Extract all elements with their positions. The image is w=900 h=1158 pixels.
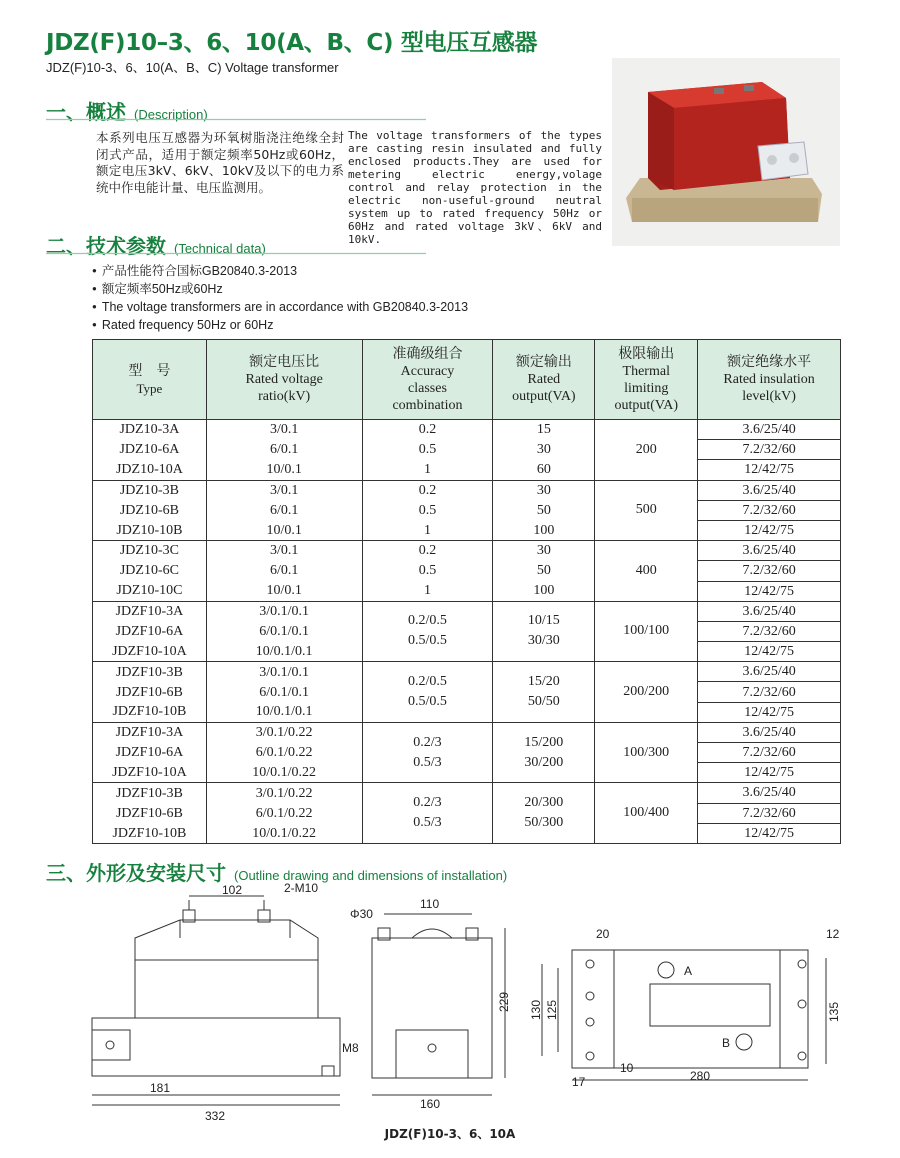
table-row: JDZ10-6B 6/0.1 0.5 50 7.2/32/60 (93, 500, 841, 520)
section-description-heading: 一、概述 (Description) (46, 100, 208, 124)
section-technical-heading: 二、技术参数 (Technical data) (46, 234, 266, 258)
col-header-insulation: 额定绝缘水平 Rated insulation level(kV) (698, 340, 841, 420)
transformer-image (612, 58, 840, 246)
section-underline (46, 252, 426, 255)
bullet-item: ● 产品性能符合国标GB20840.3-2013 (92, 262, 468, 280)
col-header-accuracy: 准确级组合 Accuracy classes combination (362, 340, 493, 420)
side-view (372, 914, 505, 1095)
table-row: JDZF10-6B 6/0.1/0.22 7.2/32/60 (93, 803, 841, 823)
table-row: JDZF10-6B 6/0.1/0.1 7.2/32/60 (93, 682, 841, 702)
table-row: JDZ10-6A 6/0.1 0.5 30 7.2/32/60 (93, 440, 841, 460)
table-row: JDZ10-3A 3/0.1 0.2 15 200 3.6/25/40 (93, 420, 841, 440)
page-title: JDZ(F)10–3、6、10(A、B、C) 型电压互感器 (46, 30, 538, 56)
section-outline-heading: 三、外形及安装尺寸 (Outline drawing and dimensions of installation) (46, 861, 508, 885)
dim-12: 12 (826, 927, 840, 941)
table-row: JDZF10-6A 6/0.1/0.1 7.2/32/60 (93, 621, 841, 641)
dim-130: 130 (529, 999, 543, 1020)
table-row: JDZ10-10A 10/0.1 1 60 12/42/75 (93, 460, 841, 480)
dim-181: 181 (150, 1081, 171, 1095)
dim-160: 160 (420, 1097, 441, 1111)
terminal-a-label: A (684, 964, 693, 978)
table-row: JDZ10-3C 3/0.1 0.2 30 400 3.6/25/40 (93, 541, 841, 561)
dim-20: 20 (596, 927, 610, 941)
dim-229: 229 (497, 991, 511, 1012)
table-row: JDZ10-6C 6/0.1 0.5 50 7.2/32/60 (93, 561, 841, 581)
dim-10: 10 (620, 1061, 634, 1075)
bullet-item: ● The voltage transformers are in accordance with GB20840.3-2013 (92, 298, 468, 316)
product-photo (612, 58, 840, 246)
col-header-type: 型 号 Type (93, 340, 207, 420)
dim-125: 125 (545, 999, 559, 1020)
bullet-item: ● Rated frequency 50Hz or 60Hz (92, 316, 468, 334)
table-row: JDZ10-3B 3/0.1 0.2 30 500 3.6/25/40 (93, 480, 841, 500)
drawing-caption: JDZ(F)10-3、6、10A (384, 1127, 516, 1141)
section-underline (46, 118, 426, 121)
dim-280: 280 (690, 1069, 711, 1083)
technical-bullets (92, 262, 468, 334)
dim-102: 102 (222, 883, 243, 897)
col-header-ratio: 额定电压比 Rated voltage ratio(kV) (206, 340, 362, 420)
outline-drawing (0, 880, 900, 1120)
dim-332: 332 (205, 1109, 226, 1120)
table-row: JDZF10-3B 3/0.1/0.22 0.2/3 0.5/3 20/300 50/300 100/400 3.6/25/40 (93, 783, 841, 803)
table-row: JDZF10-3A 3/0.1/0.22 0.2/3 0.5/3 15/200 30/200 100/300 3.6/25/40 (93, 722, 841, 742)
table-row: JDZF10-10A 10/0.1/0.1 12/42/75 (93, 642, 841, 662)
table-row: JDZF10-10B 10/0.1/0.22 12/42/75 (93, 823, 841, 843)
page-subtitle: JDZ(F)10-3、6、10(A、B、C) Voltage transformer (46, 60, 339, 75)
table-row: JDZF10-3B 3/0.1/0.1 0.2/0.5 0.5/0.5 15/20 50/50 200/200 3.6/25/40 (93, 662, 841, 682)
dim-m8: M8 (342, 1041, 359, 1055)
dim-17: 17 (572, 1075, 586, 1089)
front-view (92, 896, 340, 1105)
description-zh: 本系列电压互感器为环氧树脂浇注绝缘全封闭式产品，适用于额定频率50Hz或60Hz，额定电压3kV、6kV、10kV及以下的电力系统中作电能计量、电压监测用。 (96, 130, 344, 195)
dim-110: 110 (420, 897, 440, 911)
table-row: JDZ10-10B 10/0.1 1 100 12/42/75 (93, 520, 841, 540)
table-row: JDZF10-3A 3/0.1/0.1 0.2/0.5 0.5/0.5 10/15 30/30 100/100 3.6/25/40 (93, 601, 841, 621)
table-row: JDZ10-10C 10/0.1 1 100 12/42/75 (93, 581, 841, 601)
terminal-b-label: B (722, 1036, 731, 1050)
spec-table (92, 339, 841, 844)
description-en: The voltage transformers of the types are casting resin insulated and fully enclosed products.They are used for metering electric energy,volage control and relay protection in the electric non-useful-ground neutral system up to rated frequency 50Hz or 60Hz and rated voltage 3kV、6kV and 10kV. (348, 129, 602, 246)
col-header-thermal: 极限输出 Thermal limiting output(VA) (595, 340, 698, 420)
col-header-output: 额定输出 Rated output(VA) (493, 340, 595, 420)
dim-135: 135 (827, 1001, 841, 1022)
dim-phi30: Φ30 (350, 907, 373, 921)
dim-2-m10: 2-M10 (284, 881, 319, 895)
table-row: JDZF10-10B 10/0.1/0.1 12/42/75 (93, 702, 841, 722)
table-row: JDZF10-10A 10/0.1/0.22 12/42/75 (93, 763, 841, 783)
bullet-item: ● 额定频率50Hz或60Hz (92, 280, 468, 298)
table-header-row (93, 340, 841, 420)
table-row: JDZF10-6A 6/0.1/0.22 7.2/32/60 (93, 743, 841, 763)
